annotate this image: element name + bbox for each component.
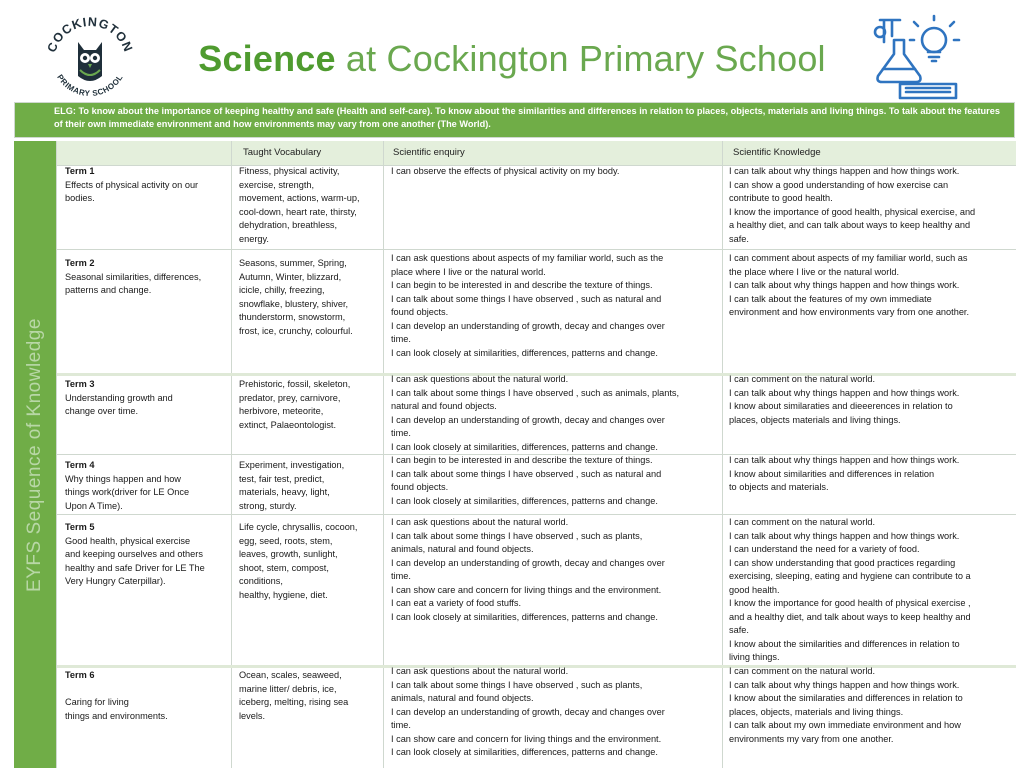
enquiry-line: animals, natural and found objects.: [391, 544, 534, 554]
knowledge-line: environments my vary from one another.: [729, 733, 894, 744]
vocabulary-line: egg, seed, roots, stem,: [239, 535, 333, 546]
knowledge-line: I can talk about my own immediate environment and how: [729, 720, 961, 730]
knowledge-line: I can comment on the natural world.: [729, 517, 876, 527]
knowledge-line: I know about the similaraties and differences in relation to: [729, 693, 963, 703]
logo-text-top: COCKINGTON: [44, 14, 136, 55]
knowledge-line: exercising, sleeping, eating and hygiene can contribute to a: [729, 571, 971, 581]
knowledge-line: I know about similarities and differences in relation: [729, 468, 935, 479]
vocabulary-line: iceberg, melting, rising sea: [239, 697, 349, 707]
logo-text-bottom: PRIMARY SCHOOL: [55, 72, 125, 99]
enquiry-line: I can begin to be interested in and describe the texture of things.: [391, 280, 653, 290]
enquiry-line: I can ask questions about the natural world.: [391, 374, 569, 384]
term-title: Term 1: [65, 166, 95, 176]
knowledge-line: I can comment on the natural world.: [729, 374, 876, 384]
vocabulary-line: icicle, chilly, freezing,: [239, 285, 325, 295]
vocabulary-line: herbivore, meteorite,: [239, 406, 324, 416]
term-3-knowledge: [729, 373, 1014, 427]
vocabulary-line: Seasons, summer, Spring,: [239, 258, 347, 268]
term-description-line: [65, 683, 227, 697]
vocabulary-line: strong, sturdy.: [239, 500, 297, 511]
enquiry-line: time.: [391, 334, 411, 344]
knowledge-line: I can talk about the features of my own immediate: [729, 293, 932, 304]
enquiry-line: I can show care and concern for living things and the environment.: [391, 733, 662, 744]
term-1-description: [65, 165, 227, 206]
elg-text: ELG: To know about the importance of keeping healthy and safe (Health and self-care). To know about the similarities and differences in relation to places, objects, materials and living things. To talk about the features of their own immediate environment and how environments may vary from one another (The World).: [54, 106, 1000, 129]
vocabulary-line: conditions,: [239, 576, 283, 586]
title-rest: at Cockington Primary School: [335, 38, 826, 79]
knowledge-line: the place where I live or the natural world.: [729, 266, 900, 277]
term-5-vocabulary: [239, 521, 379, 602]
enquiry-line: I can ask questions about aspects of my familiar world, such as the: [391, 253, 664, 263]
knowledge-line: I can comment about aspects of my familiar world, such as: [729, 253, 968, 263]
knowledge-line: I can understand the need for a variety of food.: [729, 544, 920, 554]
enquiry-line: I can talk about some things I have observed , such as natural and: [391, 293, 662, 304]
term-description-line: Why things happen and how: [65, 473, 181, 484]
enquiry-line: animals, natural and found objects.: [391, 693, 534, 703]
term-3-vocabulary: [239, 378, 379, 432]
title-strong: Science: [198, 38, 336, 79]
term-6-vocabulary: [239, 669, 379, 723]
enquiry-line: I can look closely at similarities, differences, patterns and change.: [391, 441, 658, 452]
vocabulary-line: materials, heavy, light,: [239, 487, 330, 497]
knowledge-line: contribute to good health.: [729, 193, 833, 203]
row-divider: [57, 514, 1016, 515]
term-description-line: Understanding growth and: [65, 392, 173, 403]
term-1-vocabulary: [239, 165, 379, 246]
vocabulary-line: levels.: [239, 710, 266, 721]
enquiry-line: I can begin to be interested in and describe the texture of things.: [391, 455, 653, 465]
term-5-knowledge: [729, 516, 1014, 665]
knowledge-line: I can talk about why things happen and how things work.: [729, 530, 960, 541]
enquiry-line: I can look closely at similarities, differences, patterns and change.: [391, 347, 658, 358]
vocabulary-line: Ocean, scales, seaweed,: [239, 670, 342, 680]
vocabulary-line: Prehistoric, fossil, skeleton,: [239, 379, 351, 389]
knowledge-line: places, objects materials and living things.: [729, 414, 901, 425]
header-scientific-enquiry: Scientific enquiry: [393, 147, 465, 158]
vocabulary-line: marine litter/ debris, ice,: [239, 683, 337, 694]
knowledge-line: I know about similaraties and dieeerences in relation to: [729, 401, 953, 411]
term-title: Term 6: [65, 670, 95, 680]
curriculum-table: [56, 141, 1016, 768]
term-description-line: change over time.: [65, 406, 139, 416]
term-4-enquiry: [391, 454, 716, 508]
term-description-line: Good health, physical exercise: [65, 535, 191, 546]
enquiry-line: found objects.: [391, 482, 449, 492]
term-4-knowledge: [729, 454, 1014, 495]
enquiry-line: I can develop an understanding of growth, decay and changes over: [391, 320, 665, 331]
enquiry-line: I can develop an understanding of growth, decay and changes over: [391, 557, 665, 568]
term-2-knowledge: [729, 252, 1014, 320]
vocabulary-line: frost, ice, crunchy, colourful.: [239, 325, 353, 336]
vocabulary-line: thunderstorm, snowstorm,: [239, 312, 346, 322]
term-description-line: Upon A Time).: [65, 500, 123, 511]
enquiry-line: I can ask questions about the natural world.: [391, 517, 569, 527]
knowledge-line: living things.: [729, 652, 780, 662]
enquiry-line: I can develop an understanding of growth, decay and changes over: [391, 706, 665, 717]
enquiry-line: I can ask questions about the natural world.: [391, 666, 569, 676]
knowledge-line: places, objects, materials and living things.: [729, 706, 904, 717]
enquiry-line: I can talk about some things I have observed , such as plants,: [391, 530, 643, 541]
knowledge-line: I know the importance for good health of physical exercise ,: [729, 598, 971, 608]
vocabulary-line: cool-down, heart rate, thirsty,: [239, 206, 357, 217]
knowledge-line: safe.: [729, 625, 749, 635]
row-divider: [57, 249, 1016, 250]
enquiry-line: I can show care and concern for living things and the environment.: [391, 584, 662, 595]
enquiry-line: I can talk about some things I have observed , such as natural and: [391, 468, 662, 479]
enquiry-line: time.: [391, 571, 411, 581]
vocabulary-line: energy.: [239, 233, 269, 244]
header-taught-vocabulary: Taught Vocabulary: [243, 147, 322, 158]
knowledge-line: I can talk about why things happen and how things work.: [729, 387, 960, 398]
knowledge-line: I know about the similarities and differences in relation to: [729, 638, 960, 649]
knowledge-line: and a healthy diet, and talk about ways to keep healthy and: [729, 611, 971, 622]
term-description-line: Effects of physical activity on our: [65, 179, 199, 190]
term-6-knowledge: [729, 665, 1014, 746]
term-5-enquiry: [391, 516, 716, 624]
term-description-line: things work(driver for LE Once: [65, 487, 190, 497]
enquiry-line: time.: [391, 428, 411, 438]
term-description-line: patterns and change.: [65, 285, 152, 295]
knowledge-line: I can show understanding that good practices regarding: [729, 557, 956, 568]
knowledge-line: to objects and materials.: [729, 482, 829, 492]
knowledge-line: I can talk about why things happen and how things work.: [729, 679, 960, 690]
term-description-line: things and environments.: [65, 710, 168, 721]
header-scientific-knowledge: Scientific Knowledge: [733, 147, 821, 158]
knowledge-line: I can comment on the natural world.: [729, 666, 876, 676]
term-2-vocabulary: [239, 257, 379, 338]
vocabulary-line: extinct, Palaeontologist.: [239, 419, 337, 430]
term-2-description: [65, 257, 227, 298]
enquiry-line: I can look closely at similarities, differences, patterns and change.: [391, 611, 658, 622]
term-3-description: [65, 378, 227, 419]
knowledge-line: I know the importance of good health, physical exercise, and: [729, 206, 976, 217]
vocabulary-line: Life cycle, chrysallis, cocoon,: [239, 522, 358, 532]
term-title: Term 2: [65, 258, 95, 268]
term-title: Term 4: [65, 460, 95, 470]
vocabulary-line: leaves, growth, sunlight,: [239, 549, 338, 559]
term-2-enquiry: [391, 252, 716, 360]
knowledge-line: I can show a good understanding of how exercise can: [729, 179, 949, 190]
enquiry-line: time.: [391, 720, 411, 730]
term-description-line: healthy and safe Driver for LE The: [65, 562, 205, 573]
vocabulary-line: Autumn, Winter, blizzard,: [239, 271, 342, 282]
knowledge-line: a healthy diet, and can talk about ways to keep healthy and: [729, 220, 971, 230]
term-description-line: Seasonal similarities, differences,: [65, 271, 202, 282]
enquiry-line: place where I live or the natural world.: [391, 266, 546, 277]
term-4-description: [65, 459, 227, 513]
vocabulary-line: Fitness, physical activity,: [239, 166, 340, 176]
enquiry-line: I can talk about some things I have observed , such as animals, plants,: [391, 387, 680, 398]
enquiry-line: I can look closely at similarities, differences, patterns and change.: [391, 495, 658, 506]
term-title: Term 5: [65, 522, 95, 532]
vocabulary-line: shoot, stem, compost,: [239, 562, 329, 573]
vocabulary-line: snowflake, blustery, shiver,: [239, 298, 349, 309]
vocabulary-line: movement, actions, warm-up,: [239, 193, 360, 203]
vocabulary-line: dehydration, breathless,: [239, 220, 338, 230]
enquiry-line: I can develop an understanding of growth, decay and changes over: [391, 414, 665, 425]
enquiry-line: I can look closely at similarities, differences, patterns and change.: [391, 747, 658, 757]
knowledge-line: safe.: [729, 233, 749, 244]
term-title: Term 3: [65, 379, 95, 389]
knowledge-line: I can talk about why things happen and how things work.: [729, 166, 960, 176]
enquiry-line: I can observe the effects of physical activity on my body.: [391, 166, 620, 176]
enquiry-line: found objects.: [391, 307, 449, 317]
term-description-line: bodies.: [65, 193, 95, 203]
vocabulary-line: Experiment, investigation,: [239, 460, 345, 470]
vocabulary-line: predator, prey, carnivore,: [239, 392, 341, 403]
term-description-line: Caring for living: [65, 697, 129, 707]
table-header-row: [57, 141, 1016, 166]
term-6-description: [65, 669, 227, 723]
enquiry-line: natural and found objects.: [391, 401, 497, 411]
knowledge-line: environment and how environments vary from one another.: [729, 307, 970, 317]
knowledge-line: I can talk about why things happen and how things work.: [729, 280, 960, 290]
term-1-knowledge: [729, 165, 1014, 246]
knowledge-line: good health.: [729, 584, 780, 595]
vocabulary-line: exercise, strength,: [239, 179, 315, 190]
term-description-line: and keeping ourselves and others: [65, 549, 203, 559]
enquiry-line: I can eat a variety of food stuffs.: [391, 598, 522, 608]
term-1-enquiry: [391, 165, 716, 179]
side-label-text: EYFS Sequence of Knowledge: [24, 318, 45, 592]
vocabulary-line: healthy, hygiene, diet.: [239, 589, 328, 600]
enquiry-line: I can talk about some things I have observed , such as plants,: [391, 679, 643, 690]
term-3-enquiry: [391, 373, 716, 454]
science-flask-books-icon: [870, 14, 962, 102]
term-description-line: Very Hungry Caterpillar).: [65, 576, 166, 586]
term-4-vocabulary: [239, 459, 379, 513]
knowledge-line: I can talk about why things happen and how things work.: [729, 455, 960, 465]
term-6-enquiry: [391, 665, 716, 760]
vocabulary-line: test, fair test, predict,: [239, 473, 325, 484]
term-5-description: [65, 521, 227, 589]
